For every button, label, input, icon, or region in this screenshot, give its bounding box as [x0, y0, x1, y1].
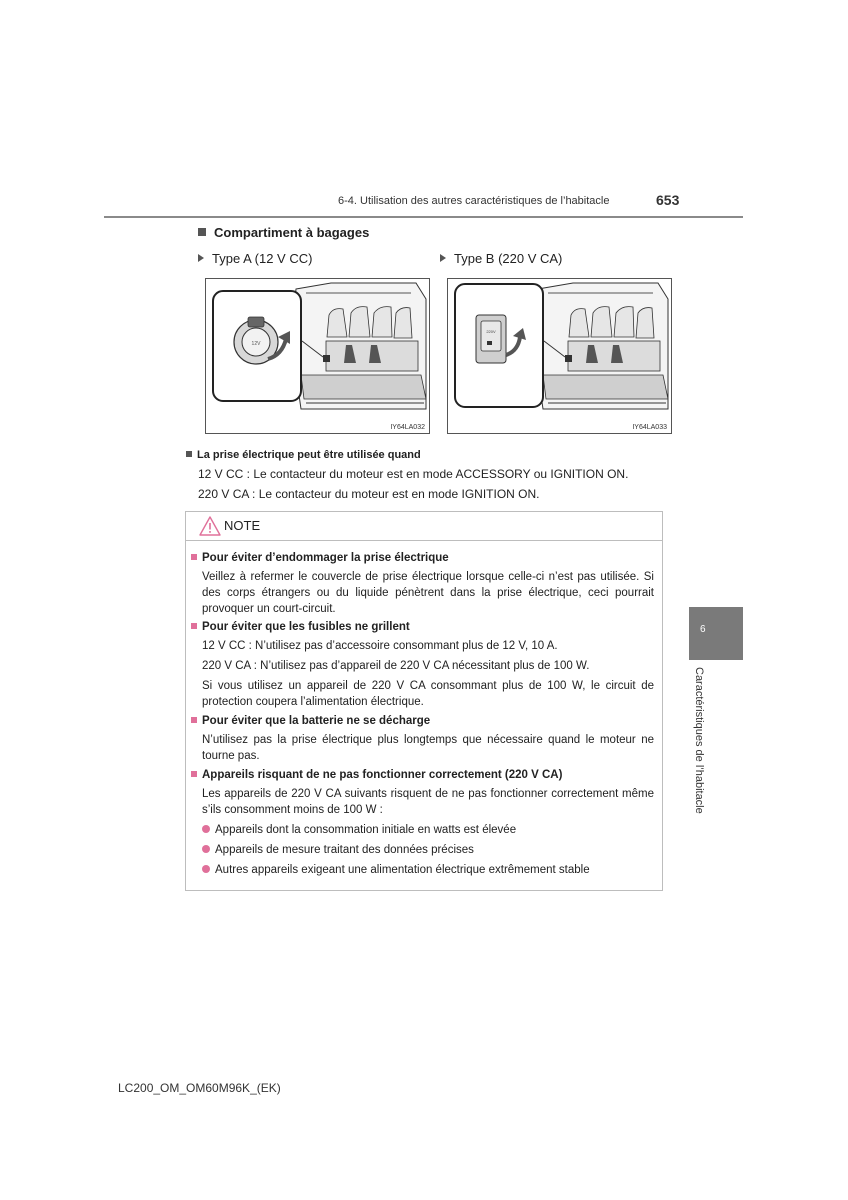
section-title-text: Compartiment à bagages: [214, 225, 370, 240]
note-text-fuses-protection: Si vous utilisez un appareil de 220 V CA consommant plus de 100 W, le circuit de protection coupera l’alimentation électrique.: [202, 680, 654, 708]
type-b-label: [440, 251, 562, 266]
square-bullet-icon: [186, 451, 192, 457]
note-subhead-battery: [191, 713, 430, 729]
dot-bullet-icon: [202, 845, 210, 853]
note-subhead-appliances: [191, 767, 562, 783]
page-number: 653: [656, 192, 680, 208]
luggage-socket-a-illustration: [206, 279, 429, 433]
note-subhead-battery-text: Pour éviter que la batterie ne se décharge: [202, 715, 431, 727]
conditions-title-text: La prise électrique peut être utilisée quand: [197, 449, 421, 461]
note-subhead-fuses: [191, 619, 410, 635]
type-a-label: [198, 251, 312, 266]
svg-text:12V: 12V: [251, 341, 261, 347]
chapter-tab-number: 6: [700, 624, 706, 635]
note-text-battery: N’utilisez pas la prise électrique plus longtemps que nécessaire quand le moteur ne tourne pas.: [202, 734, 654, 762]
warning-triangle-icon: [199, 516, 221, 536]
square-bullet-icon: [191, 717, 197, 723]
list-item: [202, 822, 654, 838]
type-b-text: Type B (220 V CA): [454, 251, 563, 266]
luggage-socket-b-illustration: [448, 279, 671, 433]
figure-type-b: [447, 278, 672, 434]
note-text-damage: Veillez à refermer le couvercle de prise électrique lorsque celle-ci n’est pas utilisée. Si des corps étrangers ou du liquide pénètrent dans la prise électrique, ceci pourrait provoquer un court-circuit.: [202, 571, 654, 615]
type-a-text: Type A (12 V CC): [212, 251, 313, 266]
triangle-bullet-icon: [198, 254, 204, 262]
conditions-title: [186, 449, 421, 461]
figure-type-a: [205, 278, 430, 434]
dot-bullet-icon: [202, 825, 210, 833]
note-box: [185, 511, 663, 891]
square-bullet-icon: [191, 554, 197, 560]
note-subhead-damage-text: Pour éviter d’endommager la prise électrique: [202, 552, 449, 564]
note-text-fuses-220v: 220 V CA : N’utilisez pas d’appareil de 220 V CA nécessitant plus de 100 W.: [202, 660, 590, 672]
section-title-luggage: [198, 225, 369, 240]
triangle-bullet-icon: [440, 254, 446, 262]
note-subhead-damage: [191, 550, 449, 566]
list-item-text: Appareils de mesure traitant des données précises: [215, 844, 474, 856]
header-rule: [104, 216, 743, 218]
square-bullet-icon: [191, 771, 197, 777]
chapter-side-title: Caractéristiques de l’habitacle: [693, 667, 705, 814]
note-text-appliances: Les appareils de 220 V CA suivants risquent de ne pas fonctionner correctement même s’ils consomment moins de 100 W :: [202, 788, 654, 816]
running-header-section: 6-4. Utilisation des autres caractéristiques de l’habitacle: [338, 195, 610, 207]
list-item: [202, 862, 654, 878]
note-subhead-fuses-text: Pour éviter que les fusibles ne grillent: [202, 621, 410, 633]
note-subhead-appliances-text: Appareils risquant de ne pas fonctionner correctement (220 V CA): [202, 769, 563, 781]
figure-code-a: IY64LA032: [390, 424, 425, 431]
chapter-tab: [689, 607, 743, 660]
dot-bullet-icon: [202, 865, 210, 873]
note-header: [186, 512, 662, 541]
square-bullet-icon: [191, 623, 197, 629]
note-text-fuses-12v: 12 V CC : N’utilisez pas d’accessoire consommant plus de 12 V, 10 A.: [202, 640, 558, 652]
list-item: [202, 842, 654, 858]
figure-code-b: IY64LA033: [632, 424, 667, 431]
document-code: LC200_OM_OM60M96K_(EK): [118, 1081, 281, 1095]
square-bullet-icon: [198, 228, 206, 236]
note-label: NOTE: [224, 518, 261, 533]
svg-text:220V: 220V: [486, 329, 496, 334]
condition-220v: 220 V CA : Le contacteur du moteur est en mode IGNITION ON.: [198, 487, 540, 501]
list-item-text: Autres appareils exigeant une alimentation électrique extrêmement stable: [215, 864, 590, 876]
list-item-text: Appareils dont la consommation initiale en watts est élevée: [215, 824, 517, 836]
condition-12v: 12 V CC : Le contacteur du moteur est en mode ACCESSORY ou IGNITION ON.: [198, 467, 629, 481]
